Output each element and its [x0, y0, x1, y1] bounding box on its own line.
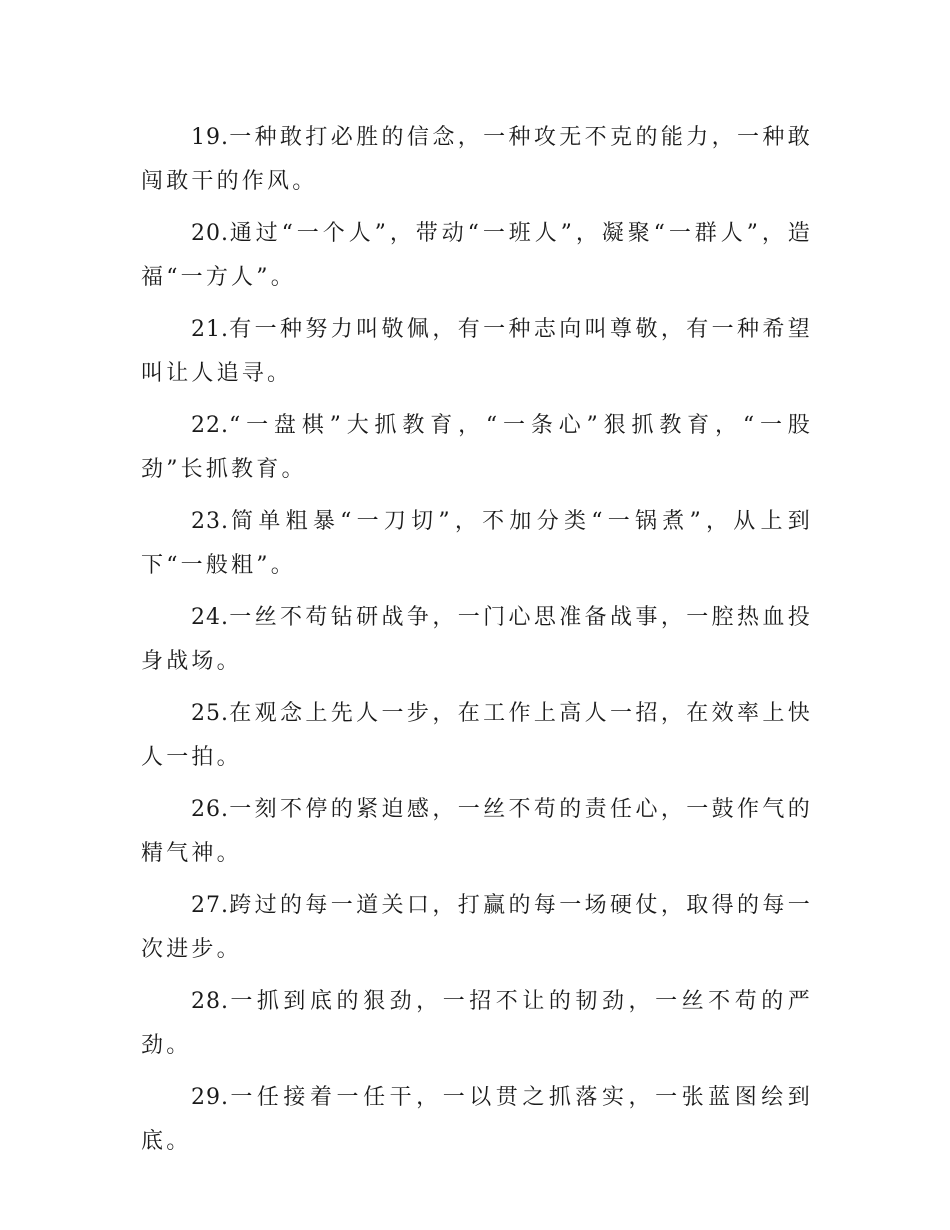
list-item: [141, 500, 813, 588]
document-body: [141, 116, 813, 1172]
item-text: “一盘棋”大抓教育，“一条心”狠抓教育，“一股劲”长抓教育。: [141, 413, 813, 482]
list-item: [141, 596, 813, 684]
item-text: 通过“一个人”，带动“一班人”，凝聚“一群人”，造福“一方人”。: [141, 221, 813, 290]
item-text: 一任接着一任干，一以贯之抓落实，一张蓝图绘到底。: [141, 1085, 813, 1154]
list-item: [141, 692, 813, 780]
list-item: [141, 980, 813, 1068]
item-text: 跨过的每一道关口，打赢的每一场硬仗，取得的每一次进步。: [141, 893, 813, 962]
item-number: 21.: [191, 317, 229, 342]
item-text: 有一种努力叫敬佩，有一种志向叫尊敬，有一种希望叫让人追寻。: [141, 317, 813, 386]
item-text: 一丝不苟钻研战争，一门心思准备战事，一腔热血投身战场。: [141, 605, 813, 674]
list-item: [141, 212, 813, 300]
item-number: 29.: [191, 1085, 229, 1110]
item-number: 27.: [191, 893, 229, 918]
item-text: 一种敢打必胜的信念，一种攻无不克的能力，一种敢闯敢干的作风。: [141, 125, 813, 194]
list-item: [141, 116, 813, 204]
list-item: [141, 308, 813, 396]
item-number: 19.: [191, 125, 229, 150]
item-text: 一刻不停的紧迫感，一丝不苟的责任心，一鼓作气的精气神。: [141, 797, 813, 866]
item-number: 22.: [191, 413, 229, 438]
item-number: 24.: [191, 605, 229, 630]
list-item: [141, 884, 813, 972]
item-number: 26.: [191, 797, 229, 822]
item-text: 简单粗暴“一刀切”，不加分类“一锅煮”，从上到下“一般粗”。: [141, 509, 813, 578]
list-item: [141, 404, 813, 492]
item-number: 20.: [191, 221, 229, 246]
list-item: [141, 1076, 813, 1164]
item-number: 28.: [191, 989, 229, 1014]
list-item: [141, 788, 813, 876]
item-number: 23.: [191, 509, 229, 534]
item-text: 一抓到底的狠劲，一招不让的韧劲，一丝不苟的严劲。: [141, 989, 813, 1058]
item-text: 在观念上先人一步，在工作上高人一招，在效率上快人一拍。: [141, 701, 813, 770]
item-number: 25.: [191, 701, 229, 726]
